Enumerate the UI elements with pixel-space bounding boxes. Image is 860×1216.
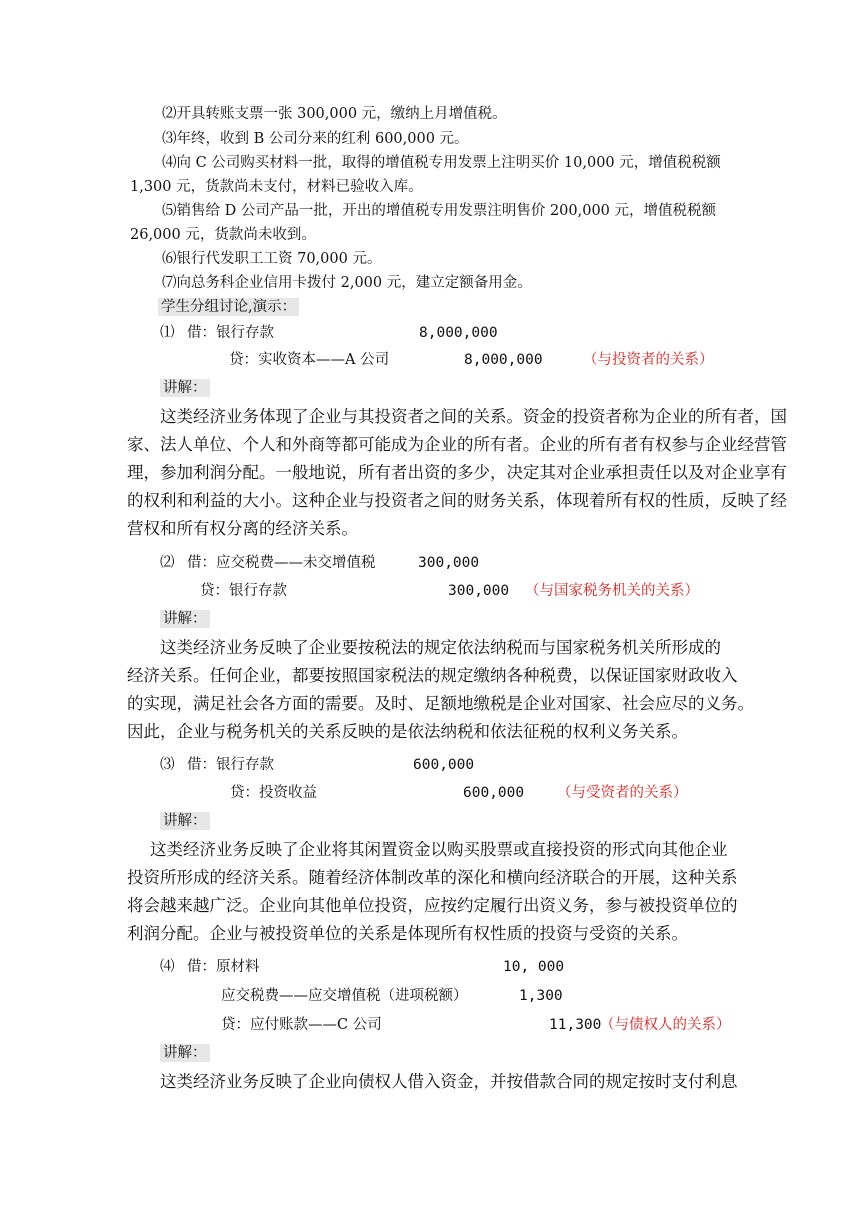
entry-2-number: ⑵: [160, 555, 175, 571]
entry-4-debit-amount: 10, 000: [503, 959, 565, 975]
entry-1-explanation-line: 家、法人单位、个人和外商等都可能成为企业的所有者。企业的所有者有权参与企业经营管: [127, 435, 787, 454]
entry-2-lecture-label: 讲解：: [160, 609, 210, 629]
entry-3-credit-label: 贷：投资收益: [230, 785, 317, 801]
entry-2-explanation-line: 经济关系。任何企业，都要按照国家税法的规定缴纳各种税费，以保证国家财政收入: [127, 666, 738, 685]
transaction-2: ⑵开具转账支票一张 300,000 元，缴纳上月增值税。: [162, 106, 507, 122]
entry-2-explanation-line: 这类经济业务反映了企业要按税法的规定依法纳税而与国家税务机关所形成的: [160, 638, 721, 657]
entry-3-number: ⑶: [160, 757, 175, 773]
entry-2-explanation-line: 的实现，满足社会各方面的需要。及时、足额地缴税是企业对国家、社会应尽的义务。: [127, 694, 754, 713]
entry-4-debit2-label: 应交税费——应交增值税（进项税额）: [221, 988, 468, 1004]
entry-2-credit-label: 贷：银行存款: [200, 583, 287, 599]
entry-3-debit-amount: 600,000: [413, 757, 475, 773]
entry-2-debit-label: 借：应交税费——未交增值税: [187, 555, 376, 571]
entry-3-explanation-line: 利润分配。企业与被投资单位的关系是体现所有权性质的投资与受资的关系。: [127, 924, 688, 943]
entry-1-explanation-line: 的权利和利益的大小。这种企业与投资者之间的财务关系，体现着所有权的性质，反映了经: [127, 491, 787, 510]
entry-4-lecture-label: 讲解：: [160, 1043, 210, 1063]
entry-2-explanation-line: 因此，企业与税务机关的关系反映的是依法纳税和依法征税的权利义务关系。: [127, 722, 688, 741]
entry-2-credit-amount: 300,000: [448, 583, 510, 599]
entry-1-explanation-line: 营权和所有权分离的经济关系。: [127, 519, 358, 538]
entry-1-credit-label: 贷：实收资本——A 公司: [229, 352, 390, 368]
entry-4-explanation-line: 这类经济业务反映了企业向债权人借入资金，并按借款合同的规定按时支付利息: [160, 1072, 738, 1091]
entry-3-relation: （与受资者的关系）: [557, 785, 688, 801]
entry-2-relation: （与国家税务机关的关系）: [525, 583, 699, 599]
entry-1-debit-amount: 8,000,000: [419, 325, 498, 341]
entry-4-credit-amount: 11,300: [549, 1017, 602, 1033]
entry-1-number: ⑴: [160, 325, 175, 341]
entry-1-explanation-line: 这类经济业务体现了企业与其投资者之间的关系。资金的投资者称为企业的所有者，国: [160, 407, 787, 426]
entry-1-relation: （与投资者的关系）: [583, 352, 714, 368]
entry-1-debit-label: 借：银行存款: [187, 325, 274, 341]
entry-4-debit2-amount: 1,300: [519, 988, 563, 1004]
transaction-3: ⑶年终，收到 B 公司分来的红利 600,000 元。: [162, 131, 469, 147]
transaction-6: ⑹银行代发职工工资 70,000 元。: [162, 251, 382, 267]
entry-3-debit-label: 借：银行存款: [187, 757, 274, 773]
entry-2-debit-amount: 300,000: [418, 555, 480, 571]
entry-3-explanation-line: 将会越来越广泛。企业向其他单位投资，应按约定履行出资义务，参与被投资单位的: [127, 896, 738, 915]
entry-4-debit-label: 借：原材料: [187, 959, 260, 975]
transaction-4-cont: 1,300 元，货款尚未支付，材料已验收入库。: [130, 179, 423, 195]
entry-4-relation: （与债权人的关系）: [600, 1017, 731, 1033]
entry-3-explanation-line: 这类经济业务反映了企业将其闲置资金以购买股票或直接投资的形式向其他企业: [150, 840, 728, 859]
transaction-4: ⑷向 C 公司购买材料一批，取得的增值税专用发票上注明买价 10,000 元，增值税税额: [162, 155, 721, 171]
entry-4-number: ⑷: [160, 959, 175, 975]
discussion-heading: 学生分组讨论,演示：: [158, 297, 299, 317]
entry-3-explanation-line: 投资所形成的经济关系。随着经济体制改革的深化和横向经济联合的开展，这种关系: [127, 868, 738, 887]
entry-4-credit-label: 贷：应付账款——C 公司: [221, 1017, 382, 1033]
entry-1-lecture-label: 讲解：: [160, 378, 210, 398]
transaction-5: ⑸销售给 D 公司产品一批，开出的增值税专用发票注明售价 200,000 元，增值税税额: [162, 203, 717, 219]
entry-3-credit-amount: 600,000: [463, 785, 525, 801]
transaction-5-cont: 26,000 元，货款尚未收到。: [130, 227, 316, 243]
entry-1-explanation-line: 理，参加利润分配。一般地说，所有者出资的多少，决定其对企业承担责任以及对企业享有: [127, 463, 787, 482]
entry-1-credit-amount: 8,000,000: [464, 352, 543, 368]
transaction-7: ⑺向总务科企业信用卡拨付 2,000 元，建立定额备用金。: [162, 275, 532, 291]
entry-3-lecture-label: 讲解：: [160, 811, 210, 831]
